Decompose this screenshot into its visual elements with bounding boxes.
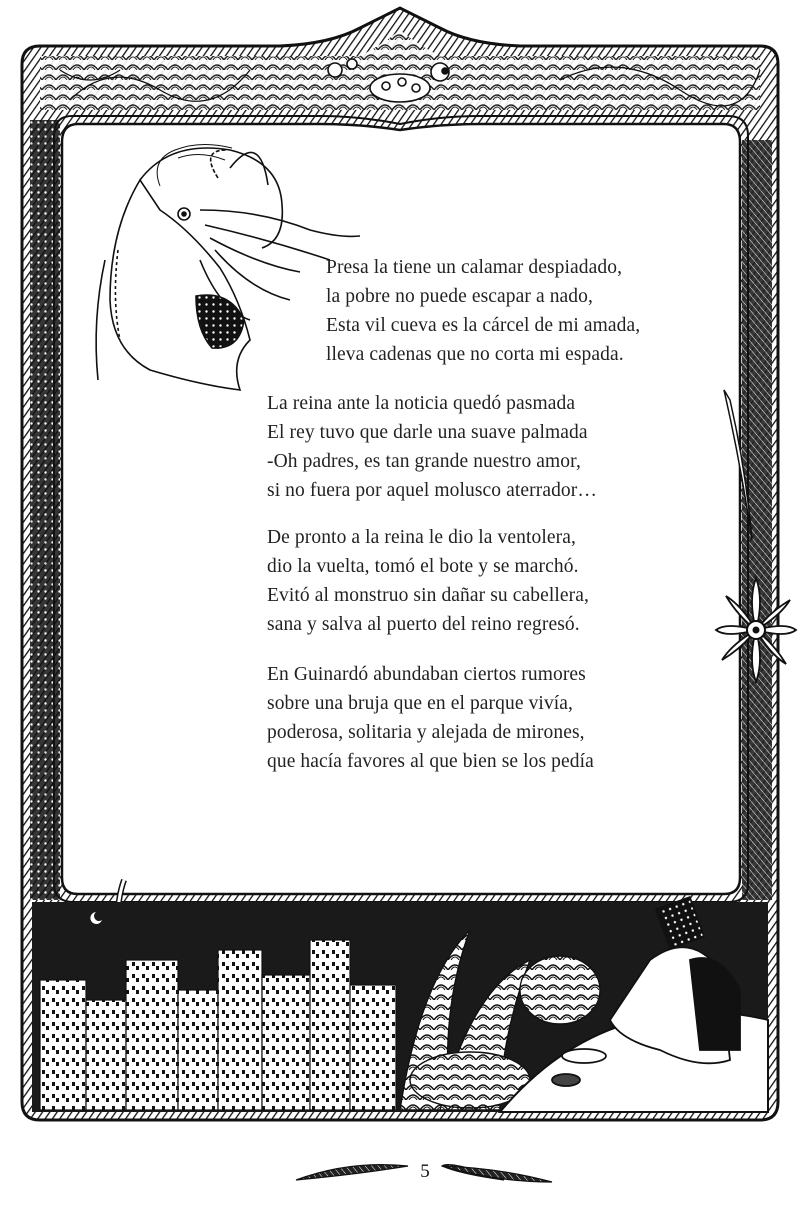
stanza-3 (267, 523, 589, 639)
poem-line: -Oh padres, es tan grande nuestro amor, (267, 451, 581, 472)
stanza-2 (267, 389, 597, 505)
poem-line: La reina ante la noticia quedó pasmada (267, 393, 576, 414)
page-number: 5 (420, 1161, 430, 1182)
poem-line: Presa la tiene un calamar despiadado, (326, 257, 623, 278)
poem-line: que hacía favores al que bien se los pedía (267, 751, 594, 772)
poem-line: poderosa, solitaria y alejada de mirones, (267, 722, 585, 743)
stanza-4 (267, 660, 594, 776)
poem-line: De pronto a la reina le dio la ventolera, (267, 527, 576, 548)
poem-line: dio la vuelta, tomó el bote y se marchó. (267, 556, 579, 577)
poem-line: si no fuera por aquel molusco aterrador… (267, 480, 597, 501)
poem-line: En Guinardó abundaban ciertos rumores (267, 664, 586, 685)
poem-line: El rey tuvo que darle una suave palmada (267, 422, 588, 443)
poem-line: lleva cadenas que no corta mi espada. (326, 344, 624, 365)
poem-line: Evitó al monstruo sin dañar su cabellera, (267, 585, 589, 606)
poem-line: Esta vil cueva es la cárcel de mi amada, (326, 315, 641, 336)
poem-line: sobre una bruja que en el parque vivía, (267, 693, 574, 714)
poem-line: sana y salva al puerto del reino regresó. (267, 614, 580, 635)
stanza-1 (326, 253, 640, 369)
poem-line: la pobre no puede escapar a nado, (326, 286, 593, 307)
